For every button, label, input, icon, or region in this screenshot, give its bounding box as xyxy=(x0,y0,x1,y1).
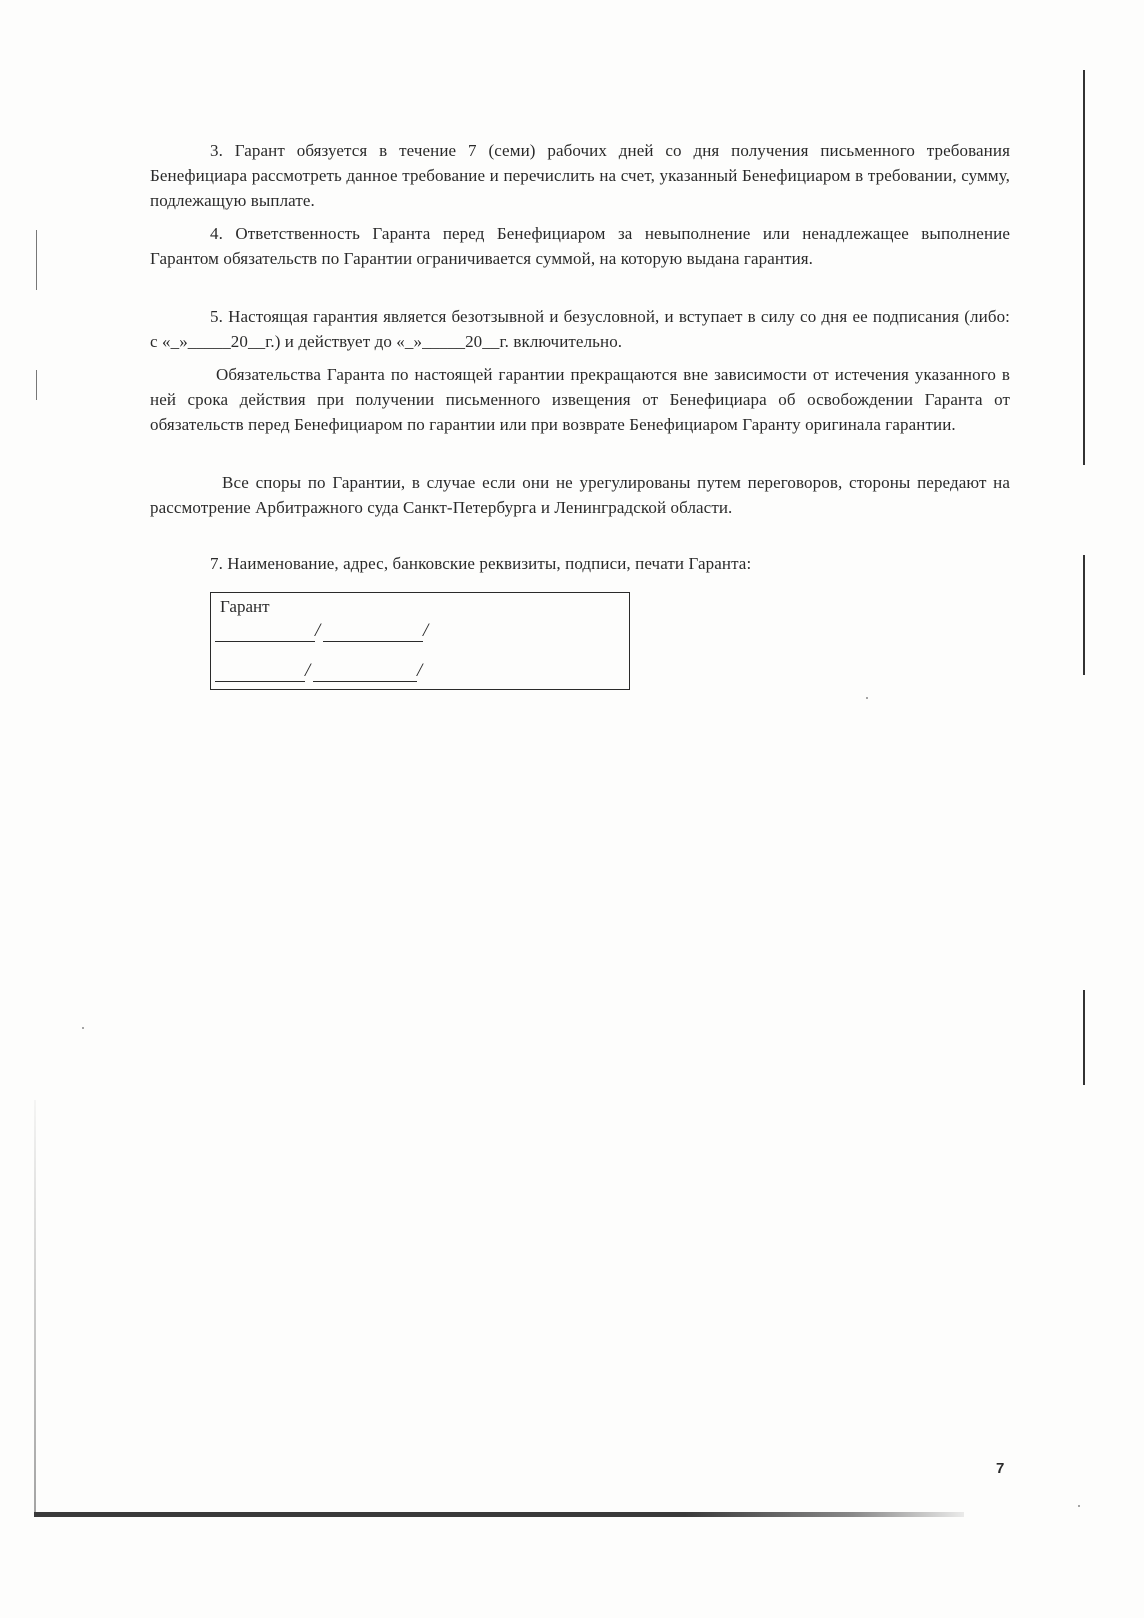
scan-margin-mark xyxy=(36,230,37,290)
signature-line xyxy=(215,641,315,642)
bottom-scan-edge xyxy=(34,1512,964,1517)
signature-name-line xyxy=(313,681,417,682)
scan-margin-mark xyxy=(1083,70,1085,465)
signature-slash: / xyxy=(315,620,321,641)
signature-slash: / xyxy=(423,620,429,641)
scan-speck xyxy=(82,1027,84,1029)
guarantor-signature-box xyxy=(210,592,630,690)
paragraph-4-liability: 4. Ответственность Гаранта перед Бенефициаром за невыполнение или ненадлежащее выполнение Гарантом обязательств по Гарантии ограничивается суммой, на которую выдана гарантия. xyxy=(150,224,1010,268)
signature-name-line xyxy=(323,641,423,642)
paragraph-termination: Обязательства Гаранта по настоящей гарантии прекращаются вне зависимости от истечения указанного в ней срока действия при получении письменного извещения от Бенефициара об освобождении Гаранта от обязательств перед Бенефициаром по гарантии или при возврате Бенефициаром Гаранту оригинала гарантии. xyxy=(150,365,1010,434)
guarantor-label: Гарант xyxy=(220,597,270,616)
scan-speck xyxy=(1078,1505,1080,1507)
scan-margin-mark xyxy=(36,370,37,400)
scan-margin-mark xyxy=(1083,990,1085,1085)
paragraph-disputes: Все споры по Гарантии, в случае если они не урегулированы путем переговоров, стороны передают на рассмотрение Арбитражного суда Санкт-Петербурга и Ленинградской области. xyxy=(150,473,1010,517)
left-scan-edge xyxy=(34,1100,36,1512)
scan-margin-mark xyxy=(1083,555,1085,675)
signature-slash: / xyxy=(417,660,423,681)
paragraph-5-validity: 5. Настоящая гарантия является безотзывной и безусловной, и вступает в силу со дня ее подписания (либо: с «_»_____20__г.) и действует до «_»_____20__г. включительно. xyxy=(150,307,1010,351)
paragraph-3-obligation-term: 3. Гарант обязуется в течение 7 (семи) рабочих дней со дня получения письменного требования Бенефициара рассмотреть данное требование и перечислить на счет, указанный Бенефициаром в требовании, сумму, подлежащую выплате. xyxy=(150,141,1010,210)
signature-slash: / xyxy=(305,660,311,681)
page-number: 7 xyxy=(996,1460,1005,1477)
paragraph-7-guarantor-details: 7. Наименование, адрес, банковские реквизиты, подписи, печати Гаранта: xyxy=(210,554,752,573)
signature-line xyxy=(215,681,305,682)
scan-speck xyxy=(866,697,868,699)
